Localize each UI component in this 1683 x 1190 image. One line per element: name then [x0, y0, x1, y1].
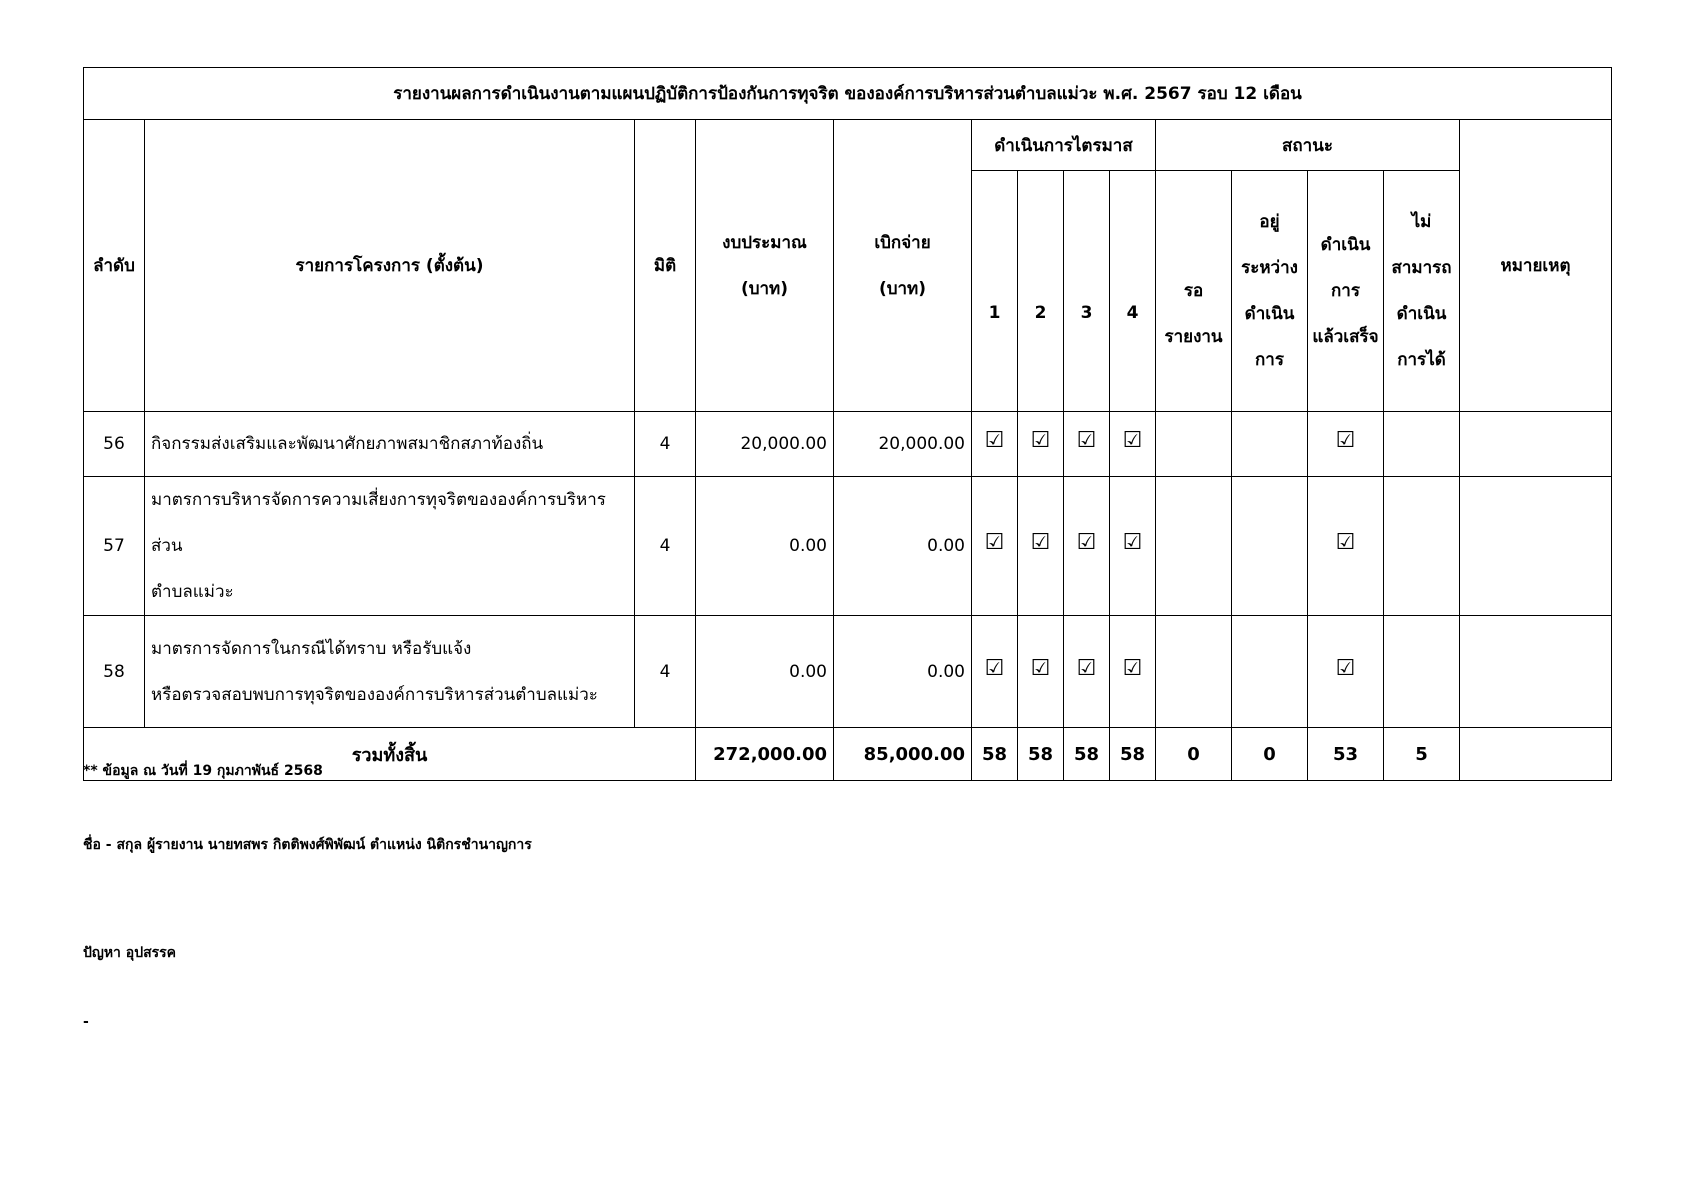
header-quarter-group: ดำเนินการไตรมาส: [972, 120, 1156, 171]
header-disbursed: [834, 120, 972, 412]
header-budget-line2: (บาท): [740, 278, 789, 299]
row-project: [145, 412, 635, 477]
row-status-in-progress: [1232, 477, 1308, 616]
problems-label: ปัญหา อุปสรรค: [83, 945, 177, 961]
row-dimension: 4: [635, 477, 696, 616]
header-disbursed-line2: (บาท): [878, 278, 927, 299]
row-status-unable: [1384, 477, 1460, 616]
header-status-unable: [1384, 171, 1460, 412]
row-quarter-2-check: [1018, 616, 1064, 728]
row-quarter-2-check: [1018, 477, 1064, 616]
total-remark: [1460, 728, 1612, 781]
checkbox-checked-icon: ☑: [984, 530, 1005, 555]
reporter-note: ชื่อ - สกุล ผู้รายงาน นายทสพร กิตติพงศ์พิพัฒน์ ตำแหน่ง นิติกรชำนาญการ: [83, 837, 532, 853]
header-status-unable-line: สามารถ: [1391, 258, 1452, 278]
total-budget: 272,000.00: [696, 728, 834, 781]
header-status-unable-line: ไม่: [1411, 212, 1432, 232]
row-status-done: [1308, 616, 1384, 728]
checkbox-checked-icon: ☑: [1076, 655, 1097, 681]
row-project: [145, 616, 635, 728]
row-remark: [1460, 412, 1612, 477]
row-project-line: กิจกรรมส่งเสริมและพัฒนาศักยภาพสมาชิกสภาท้องถิ่น: [151, 434, 544, 454]
row-project-line: ตำบลแม่วะ: [151, 582, 234, 602]
total-disbursed: 85,000.00: [834, 728, 972, 781]
header-status-in-progress: [1232, 171, 1308, 412]
checkbox-checked-icon: ☑: [1076, 428, 1097, 453]
total-done: 53: [1308, 728, 1384, 781]
report-table: [83, 67, 1612, 781]
header-status-waiting-line: รอ: [1183, 280, 1204, 301]
checkbox-checked-icon: ☑: [1076, 530, 1097, 555]
checkbox-checked-icon: ☑: [1122, 428, 1143, 453]
row-quarter-3-check: [1064, 477, 1110, 616]
total-in-progress: 0: [1232, 728, 1308, 781]
row-quarter-4-check: [1110, 477, 1156, 616]
checkbox-checked-icon: ☑: [1335, 428, 1356, 453]
checkbox-checked-icon: ☑: [1030, 655, 1051, 681]
row-budget: 20,000.00: [696, 412, 834, 477]
row-status-done: [1308, 477, 1384, 616]
row-order: 57: [84, 477, 145, 616]
total-label: รวมทั้งสิ้น: [84, 728, 696, 781]
row-quarter-4-check: [1110, 616, 1156, 728]
row-status-waiting: [1156, 477, 1232, 616]
row-status-in-progress: [1232, 616, 1308, 728]
header-status-in-progress-line: ระหว่าง: [1241, 258, 1298, 278]
row-dimension: 4: [635, 616, 696, 728]
header-status-done: [1308, 171, 1384, 412]
row-disbursed: 0.00: [834, 616, 972, 728]
header-disbursed-line1: เบิกจ่าย: [874, 232, 931, 253]
total-quarter-4: 58: [1110, 728, 1156, 781]
row-quarter-3-check: [1064, 412, 1110, 477]
checkbox-checked-icon: ☑: [1335, 530, 1356, 555]
row-project-line: มาตรการบริหารจัดการความเสี่ยงการทุจริตขององค์การบริหารส่วน: [151, 490, 606, 556]
table-row: [84, 477, 1612, 616]
row-status-in-progress: [1232, 412, 1308, 477]
checkbox-checked-icon: ☑: [1122, 655, 1143, 681]
header-order: ลำดับ: [84, 120, 145, 412]
header-status-unable-line: ดำเนิน: [1396, 304, 1447, 324]
table-row: [84, 616, 1612, 728]
row-quarter-4-check: [1110, 412, 1156, 477]
row-budget: 0.00: [696, 616, 834, 728]
checkbox-checked-icon: ☑: [1030, 428, 1051, 453]
header-quarter-2: 2: [1018, 171, 1064, 412]
checkbox-checked-icon: ☑: [1335, 655, 1356, 681]
data-date-note: ** ข้อมูล ณ วันที่ 19 กุมภาพันธ์ 2568: [83, 763, 323, 779]
row-quarter-3-check: [1064, 616, 1110, 728]
header-quarter-1: 1: [972, 171, 1018, 412]
header-budget: [696, 120, 834, 412]
checkbox-checked-icon: ☑: [1122, 530, 1143, 555]
row-dimension: 4: [635, 412, 696, 477]
header-budget-line1: งบประมาณ: [722, 232, 807, 253]
row-status-unable: [1384, 616, 1460, 728]
total-quarter-1: 58: [972, 728, 1018, 781]
header-quarter-3: 3: [1064, 171, 1110, 412]
row-order: 56: [84, 412, 145, 477]
row-status-waiting: [1156, 616, 1232, 728]
row-remark: [1460, 616, 1612, 728]
row-quarter-1-check: [972, 477, 1018, 616]
header-quarter-4: 4: [1110, 171, 1156, 412]
total-quarter-3: 58: [1064, 728, 1110, 781]
row-order: 58: [84, 616, 145, 728]
row-project-line: หรือตรวจสอบพบการทุจริตขององค์การบริหารส่วนตำบลแม่วะ: [151, 684, 598, 705]
header-dimension: มิติ: [635, 120, 696, 412]
row-quarter-2-check: [1018, 412, 1064, 477]
header-status-unable-line: การได้: [1397, 350, 1446, 370]
header-status-done-line: ดำเนิน: [1320, 235, 1371, 255]
row-project-line: มาตรการจัดการในกรณีได้ทราบ หรือรับแจ้ง: [151, 638, 472, 659]
header-project: รายการโครงการ (ตั้งต้น): [145, 120, 635, 412]
row-project: [145, 477, 635, 616]
checkbox-checked-icon: ☑: [1030, 530, 1051, 555]
total-waiting: 0: [1156, 728, 1232, 781]
header-status-in-progress-line: อยู่: [1259, 212, 1280, 232]
header-status-done-line: การ: [1331, 281, 1360, 301]
header-remark: หมายเหตุ: [1460, 120, 1612, 412]
row-quarter-1-check: [972, 412, 1018, 477]
row-status-unable: [1384, 412, 1460, 477]
row-budget: 0.00: [696, 477, 834, 616]
row-status-waiting: [1156, 412, 1232, 477]
total-quarter-2: 58: [1018, 728, 1064, 781]
row-status-done: [1308, 412, 1384, 477]
header-status-group: สถานะ: [1156, 120, 1460, 171]
table-row: [84, 412, 1612, 477]
row-remark: [1460, 477, 1612, 616]
checkbox-checked-icon: ☑: [984, 655, 1005, 681]
header-status-waiting: [1156, 171, 1232, 412]
header-status-in-progress-line: การ: [1255, 350, 1284, 370]
report-title: รายงานผลการดำเนินงานตามแผนปฏิบัติการป้องกันการทุจริต ขององค์การบริหารส่วนตำบลแม่วะ พ.ศ. 2567 รอบ 12 เดือน: [84, 68, 1612, 120]
row-disbursed: 0.00: [834, 477, 972, 616]
row-quarter-1-check: [972, 616, 1018, 728]
header-status-done-line: แล้วเสร็จ: [1312, 327, 1379, 347]
row-disbursed: 20,000.00: [834, 412, 972, 477]
header-status-in-progress-line: ดำเนิน: [1244, 304, 1295, 324]
problems-value: -: [83, 1014, 89, 1030]
total-unable: 5: [1384, 728, 1460, 781]
header-status-waiting-line: รายงาน: [1164, 326, 1223, 347]
checkbox-checked-icon: ☑: [984, 428, 1005, 453]
